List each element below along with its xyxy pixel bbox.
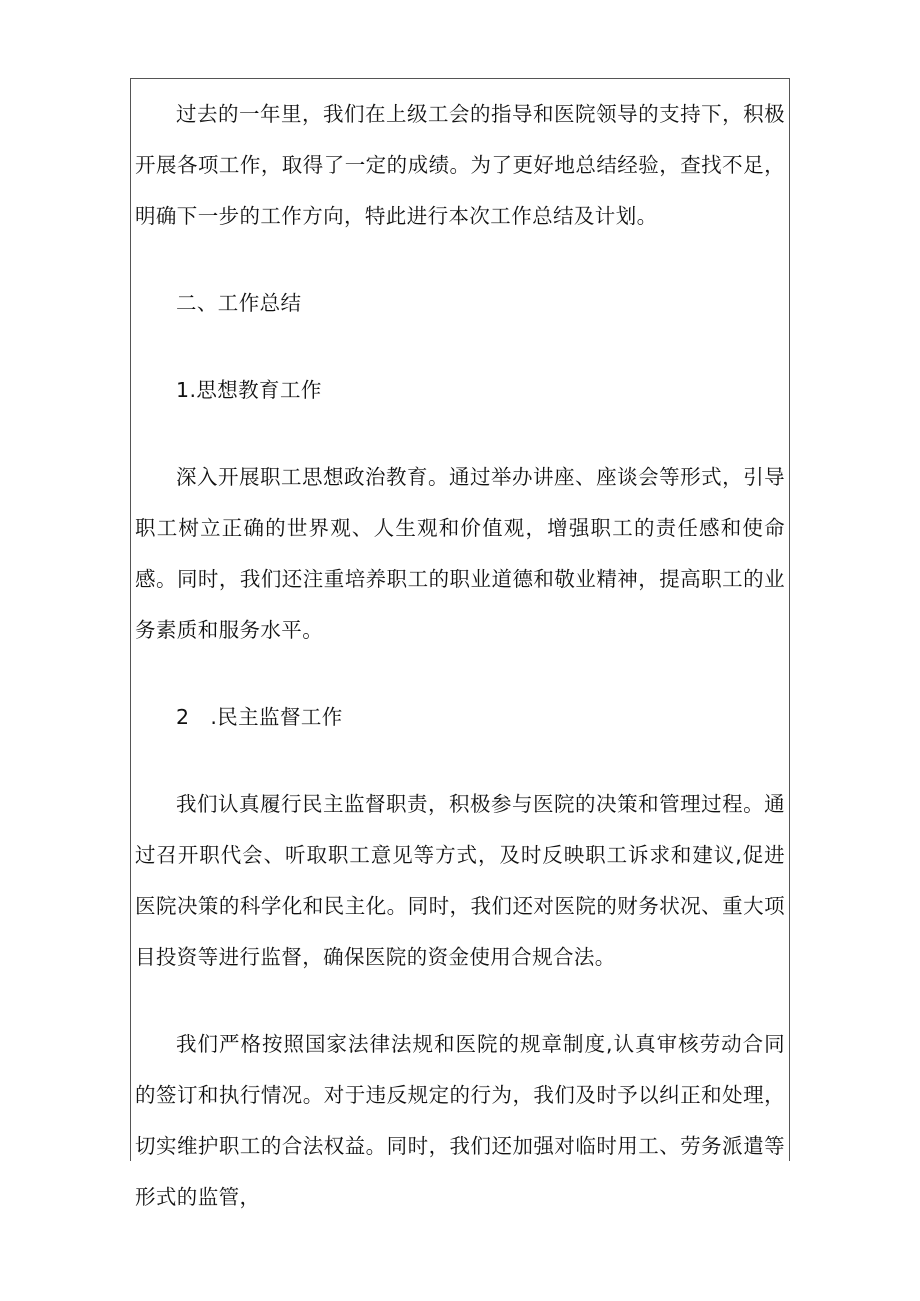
democratic-supervision-paragraph: 我们认真履行民主监督职责，积极参与医院的决策和管理过程。通过召开职代会、听取职工意见等方式，及时反映职工诉求和建议,促进医院决策的科学化和民主化。同时，我们还对医院的财务状况、重大项目投资等进行监督，确保医院的资金使用合规合法。 xyxy=(135,792,785,969)
intro-paragraph: 过去的一年里，我们在上级工会的指导和医院领导的支持下，积极开展各项工作，取得了一定的成绩。为了更好地总结经验，查找不足，明确下一步的工作方向，特此进行本次工作总结及计划。 xyxy=(135,102,785,228)
ideological-education-paragraph: 深入开展职工思想政治教育。通过举办讲座、座谈会等形式，引导职工树立正确的世界观、人生观和价值观，增强职工的责任感和使命感。同时，我们还注重培养职工的职业道德和敬业精神，提高职工的业务素质和服务水平。 xyxy=(135,465,785,642)
subsection-heading-ideological-education: 1.思想教育工作 xyxy=(176,378,322,402)
section-heading-work-summary: 二、工作总结 xyxy=(176,291,302,315)
document-body xyxy=(135,89,785,1223)
subsection-heading-democratic-supervision: 2 .民主监督工作 xyxy=(176,705,343,729)
labor-contract-paragraph: 我们严格按照国家法律法规和医院的规章制度,认真审核劳动合同的签订和执行情况。对于违反规定的行为，我们及时予以纠正和处理，切实维护职工的合法权益。同时，我们还加强对临时用工、劳务派遣等形式的监管， xyxy=(135,1032,785,1209)
